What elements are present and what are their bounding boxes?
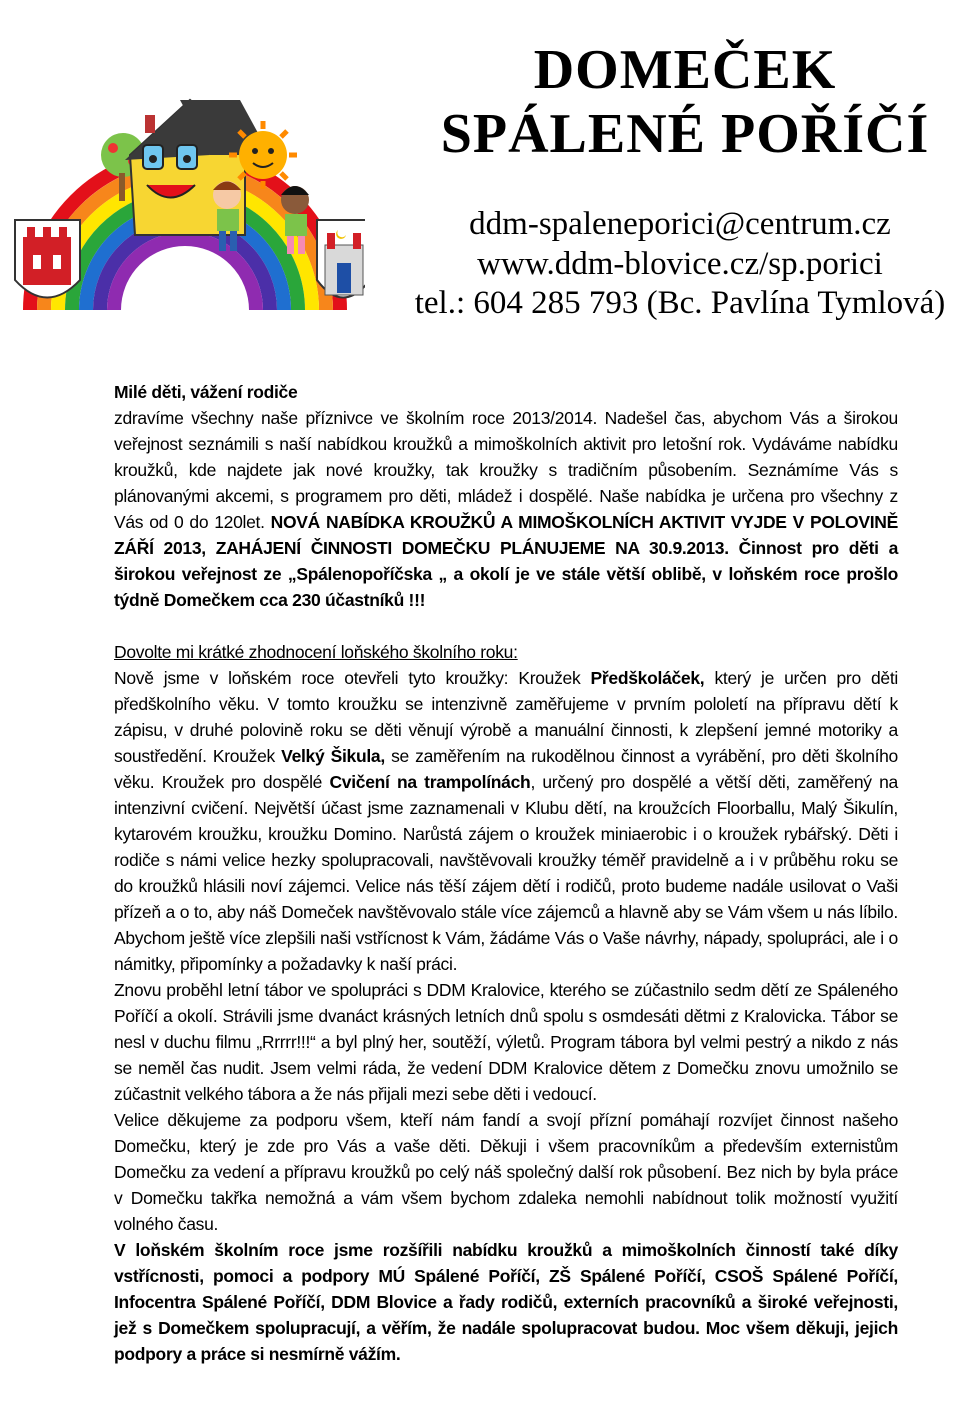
thanks-paragraph: Velice děkujeme za podporu všem, kteří nám fandí a svojí přízní pomáhají rozvíjet činnost našeho Domečku, který je zde pro Vás a vaše děti. Děkuji i všem pracovníkům a především externistům Domečku za vedení a přípravu kroužků po celý náš společný další rok působení. Bez nich by byla práce v Domečku takřka nemožná a vám všem bychom zdaleka nemohli nabídnout tolik možností využití volného času. [114,1110,898,1234]
sun-icon [229,121,297,189]
closing-paragraph: V loňském školním roce jsme rozšířili nabídku kroužků a mimoškolních činností také díky vstřícnosti, pomoci a podpory MÚ Spálené Poříčí, ZŠ Spálené Poříčí, CSOŠ Spálené Poříčí, Infocentra Spálené Poříčí, DDM Blovice a řady rodičů, externích pracovníků a široké veřejnosti, jež s Domečkem spolupracují, a věřím, že nadále spolupracovat budou. Moc všem děkuji, jejich podpory a práce si nesmírně vážím. [114,1240,898,1364]
website-link[interactable]: www.ddm-blovice.cz/sp.porici [477,246,883,282]
club-trampoliny: Cvičení na trampolínách [329,772,531,792]
review-paragraph [114,665,898,977]
page-title: DOMEČEK [533,39,837,101]
coat-of-arms-right-icon [317,220,365,298]
email-link[interactable]: ddm-spaleneporici@centrum.cz [469,206,891,242]
letter-body [114,379,898,1367]
review-text-2: který je určen pro děti předškolního věku. V tomto kroužku se intenzivně zaměřujeme v prvním pololetí na přípravu dětí k zápisu, v druhé polovině roku se děti věnují výrobě a manuální činnosti, k zlepšení jemné motoriky a soustředění. Kroužek [114,668,899,766]
intro-text: zdravíme všechny naše příznivce ve školním roce 2013/2014. Nadešel čas, abychom Vás a širokou veřejnost seznámili s naší nabídkou kroužků a mimoškolních aktivit pro letošní rok. Vydáváme nabídku kroužků, kde najdete jak nové kroužky, tak kroužky s tradičním působením. Seznámíme Vás s plánovanými akcemi, s programem pro děti, mládež i dospělé. Naše nabídka je určena pro všechny z Vás od 0 do 120let. [114,408,898,532]
page-subtitle: SPÁLENÉ POŘÍČÍ [440,103,930,165]
paragraph-gap [114,613,898,639]
review-text-4: , určený pro dospělé a větší děti, zaměřený na intenzivní cvičení. Největší účast jsme zaznamenali v Klubu dětí, na kroužcích Floorballu, Malý Šikulín, kytarovém kroužku, kroužku Domino. Narůstá zájem o kroužek miniaerobic i o kroužek rybářský. Děti i rodiče s námi velice hezky spolupracovali, navštěvovali kroužky téměř pravidelně a i v průběhu roku se do kroužků hlásili noví zájemci. Velice nás těší zájem dětí i rodičů, proto budeme nadále usilovat o Vaši přízeň a o to, aby náš Domeček navštěvovalo stále více zájemců a hlavně aby se Vám všem u nás líbilo. Abychom ještě více zlepšili naši vstřícnost k Vám, žádáme Vás o Vaše návrhy, nápady, spolupráci, ale i o námitky, připomínky a požadavky k naší práci. [114,772,898,974]
greeting: Milé děti, vážení rodiče [114,382,298,402]
rainbow-logo [5,5,365,310]
club-velky-sikula: Velký Šikula, [281,746,385,766]
phone-contact: tel.: 604 285 793 (Bc. Pavlína Tymlová) [414,285,946,321]
review-text-3: se zaměřením na rukodělnou činnost a vyrábění, pro děti školního věku. Kroužek pro dospělé [114,746,898,792]
camp-paragraph: Znovu proběhl letní tábor ve spolupráci s DDM Kralovice, kterého se zúčastnilo sedm dětí ze Spáleného Poříčí a okolí. Strávili jsme dvanáct krásných letních dnů spolu s osmdesáti dětmi z Kralovicka. Tábor se nesl v duchu filmu „Rrrrr!!!“ a byl plný her, soutěží, výletů. Program tábora byl velmi pestrý a nikdo z nás se neměl čas nudit. Jsem velmi ráda, že vedení DDM Kralovice dětem z Domečku znovu umožnilo se zúčastnit velkého tábora a že nás přijali mezi sebe děti i vedoucí. [114,980,898,1104]
intro-paragraph [114,405,898,613]
review-heading: Dovolte mi krátké zhodnocení loňského školního roku: [114,642,518,662]
coat-of-arms-left-icon [15,220,80,298]
review-text-1: Nově jsme v loňském roce otevřeli tyto kroužky: Kroužek [114,668,591,688]
club-predskolacek: Předškoláček, [590,668,705,688]
intro-highlight: NOVÁ NABÍDKA KROUŽKŮ A MIMOŠKOLNÍCH AKTIVIT VYJDE V POLOVINĚ ZÁŘÍ 2013, ZAHÁJENÍ ČINNOSTI DOMEČKU PLÁNUJEME NA 30.9.2013. Činnost pro děti a širokou veřejnost ze „Spálenopoříčska „ a okolí je ve stále větší oblibě, v loňském roce prošlo týdně Domečkem cca 230 účastníků !!! [114,512,898,610]
